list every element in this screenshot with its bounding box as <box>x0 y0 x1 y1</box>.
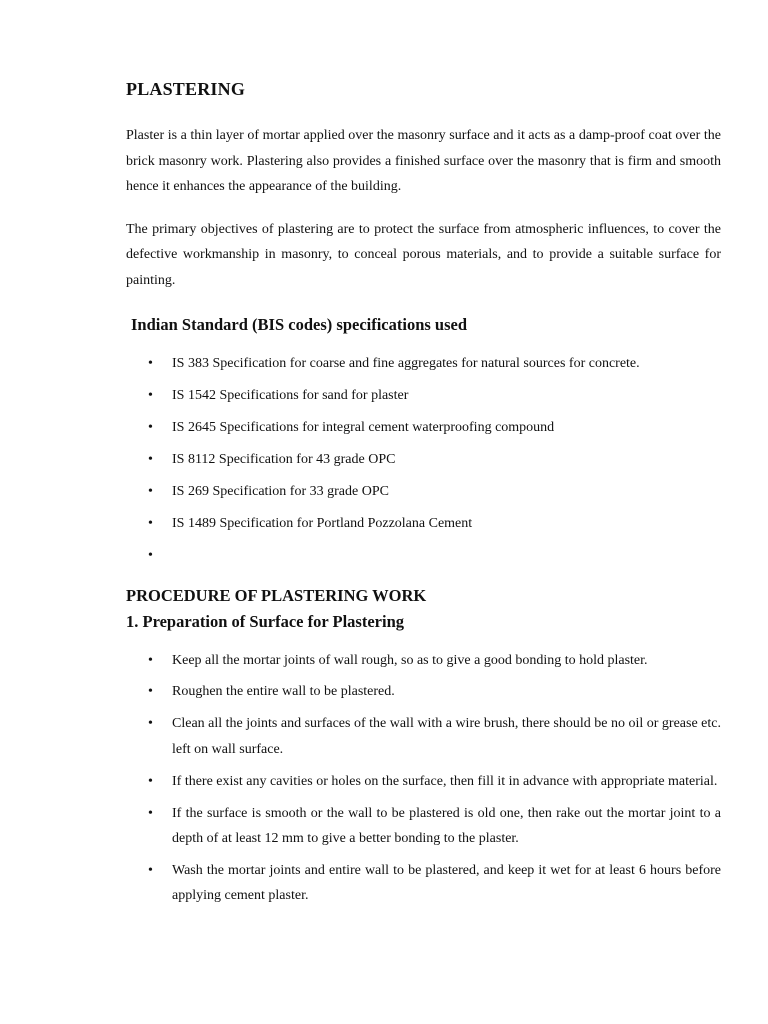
list-item-text: Clean all the joints and surfaces of the wall with a wire brush, there should be no oil or grease etc. left on wall surface. <box>172 716 721 757</box>
list-item <box>126 351 721 377</box>
bullet-icon: • <box>148 862 153 878</box>
list-item <box>126 479 721 505</box>
bullet-icon: • <box>148 484 153 499</box>
bullet-icon: • <box>148 516 153 531</box>
bullet-icon: • <box>148 805 153 821</box>
bullet-icon: • <box>148 452 153 467</box>
list-item-text: IS 2645 Specifications for integral cement waterproofing compound <box>172 420 555 435</box>
bullet-icon: • <box>148 388 153 403</box>
bis-heading: Indian Standard (BIS codes) specifications used <box>131 315 468 334</box>
step-heading: 1. Preparation of Surface for Plastering <box>126 611 405 631</box>
procedure-heading: PROCEDURE OF PLASTERING WORK <box>126 585 427 605</box>
list-item-text: If the surface is smooth or the wall to be plastered is old one, then rake out the mortar joint to a depth of at least 12 mm to give a better bonding to the plaster. <box>172 805 721 847</box>
list-item <box>126 679 721 705</box>
list-item-text: IS 269 Specification for 33 grade OPC <box>172 484 389 499</box>
list-item-text: IS 8112 Specification for 43 grade OPC <box>172 452 396 467</box>
list-item <box>126 858 721 909</box>
list-item-text: IS 1489 Specification for Portland Pozzolana Cement <box>172 516 473 531</box>
list-item-text: Keep all the mortar joints of wall rough, so as to give a good bonding to hold plaster. <box>172 652 648 668</box>
list-item <box>126 511 721 537</box>
list-item <box>126 801 721 852</box>
bullet-icon: • <box>148 356 153 371</box>
list-item-text: IS 383 Specification for coarse and fine aggregates for natural sources for concrete. <box>172 356 640 371</box>
bullet-icon: • <box>148 548 153 563</box>
list-item <box>126 648 721 674</box>
list-item-text: IS 1542 Specifications for sand for plaster <box>172 388 409 403</box>
list-item <box>126 769 721 795</box>
bullet-icon: • <box>148 684 153 700</box>
bullet-icon: • <box>148 773 153 789</box>
intro-paragraph: Plaster is a thin layer of mortar applied over the masonry surface and it acts as a damp-proof coat over the brick masonry work. Plastering also provides a finished surface over the masonry that is firm and smooth hence it enhances the appearance of the building. <box>126 128 721 194</box>
page-title: PLASTERING <box>126 79 246 99</box>
bis-spec-list <box>126 351 721 569</box>
list-item-text: Wash the mortar joints and entire wall to be plastered, and keep it wet for at least 6 hours before applying cement plaster. <box>172 862 721 904</box>
bullet-icon: • <box>148 420 153 435</box>
bullet-icon: • <box>148 652 153 668</box>
list-item-empty <box>126 543 721 569</box>
bullet-icon: • <box>148 716 153 732</box>
document-content <box>126 76 721 915</box>
list-item <box>126 711 721 762</box>
list-item <box>126 447 721 473</box>
list-item-text: Roughen the entire wall to be plastered. <box>172 684 395 700</box>
list-item <box>126 415 721 441</box>
list-item-text: If there exist any cavities or holes on the surface, then fill it in advance with appropriate material. <box>172 773 718 789</box>
objectives-paragraph: The primary objectives of plastering are to protect the surface from atmospheric influences, to cover the defective workmanship in masonry, to conceal porous materials, and to provide a suitable surface for painting. <box>126 221 721 288</box>
surface-preparation-list <box>126 648 721 909</box>
list-item <box>126 383 721 409</box>
